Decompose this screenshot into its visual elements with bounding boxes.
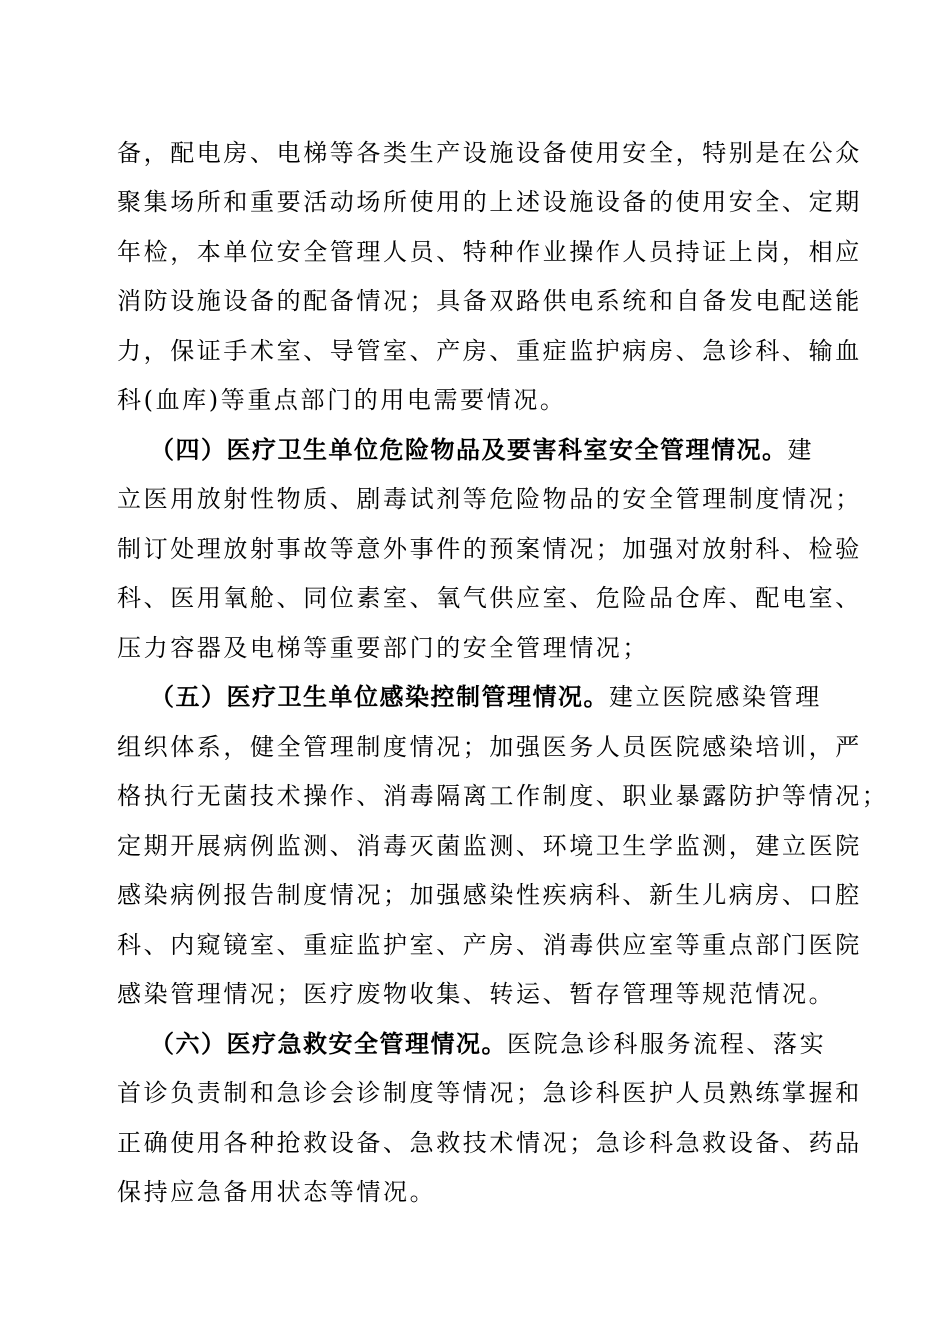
- section-heading: （六）医疗急救安全管理情况。: [150, 1030, 507, 1058]
- paragraph-line: 首诊负责制和急诊会诊制度等情况；急诊科医护人员熟练掌握和: [117, 1079, 862, 1107]
- paragraph-line: 保持应急备用状态等情况。: [117, 1178, 437, 1206]
- section-first-line: [150, 425, 870, 475]
- section-text: 建立医院感染管理: [609, 683, 822, 711]
- section-text: 建: [787, 436, 815, 464]
- paragraph-line: 制订处理放射事故等意外事件的预案情况；加强对放射科、检验: [117, 535, 862, 563]
- paragraph-line: 科、内窥镜室、重症监护室、产房、消毒供应室等重点部门医院: [117, 931, 862, 959]
- section-heading: （五）医疗卫生单位感染控制管理情况。: [150, 683, 609, 711]
- section-heading: （四）医疗卫生单位危险物品及要害科室安全管理情况。: [150, 436, 788, 464]
- paragraph-line: 力，保证手术室、导管室、产房、重症监护病房、急诊科、输血: [117, 337, 862, 365]
- paragraph-line: 定期开展病例监测、消毒灭菌监测、环境卫生学监测，建立医院: [117, 832, 862, 860]
- paragraph-line: 科、医用氧舱、同位素室、氧气供应室、危险品仓库、配电室、: [117, 584, 862, 612]
- paragraph-line: 消防设施设备的配备情况；具备双路供电系统和自备发电配送能: [117, 287, 862, 315]
- paragraph-line: 感染病例报告制度情况；加强感染性疾病科、新生儿病房、口腔: [117, 881, 862, 909]
- paragraph-line: 聚集场所和重要活动场所使用的上述设施设备的使用安全、定期: [117, 188, 862, 216]
- paragraph-line: 立医用放射性物质、剧毒试剂等危险物品的安全管理制度情况；: [117, 485, 862, 513]
- paragraph-line: 感染管理情况；医疗废物收集、转运、暂存管理等规范情况。: [117, 980, 836, 1008]
- paragraph-line: 格执行无菌技术操作、消毒隔离工作制度、职业暴露防护等情况；: [117, 782, 889, 810]
- section-first-line: [150, 672, 870, 722]
- section-first-line: [150, 1019, 870, 1069]
- paragraph-line: 备，配电房、电梯等各类生产设施设备使用安全，特别是在公众: [117, 139, 862, 167]
- paragraph-line: 正确使用各种抢救设备、急救技术情况；急诊科急救设备、药品: [117, 1129, 862, 1157]
- paragraph-line: 压力容器及电梯等重要部门的安全管理情况；: [117, 634, 649, 662]
- paragraph-line: 年检，本单位安全管理人员、特种作业操作人员持证上岗，相应: [117, 238, 862, 266]
- paragraph-line: 科(血库)等重点部门的用电需要情况。: [117, 386, 567, 414]
- paragraph-line: 组织体系，健全管理制度情况；加强医务人员医院感染培训，严: [117, 733, 862, 761]
- section-text: 医院急诊科服务流程、落实: [507, 1030, 827, 1058]
